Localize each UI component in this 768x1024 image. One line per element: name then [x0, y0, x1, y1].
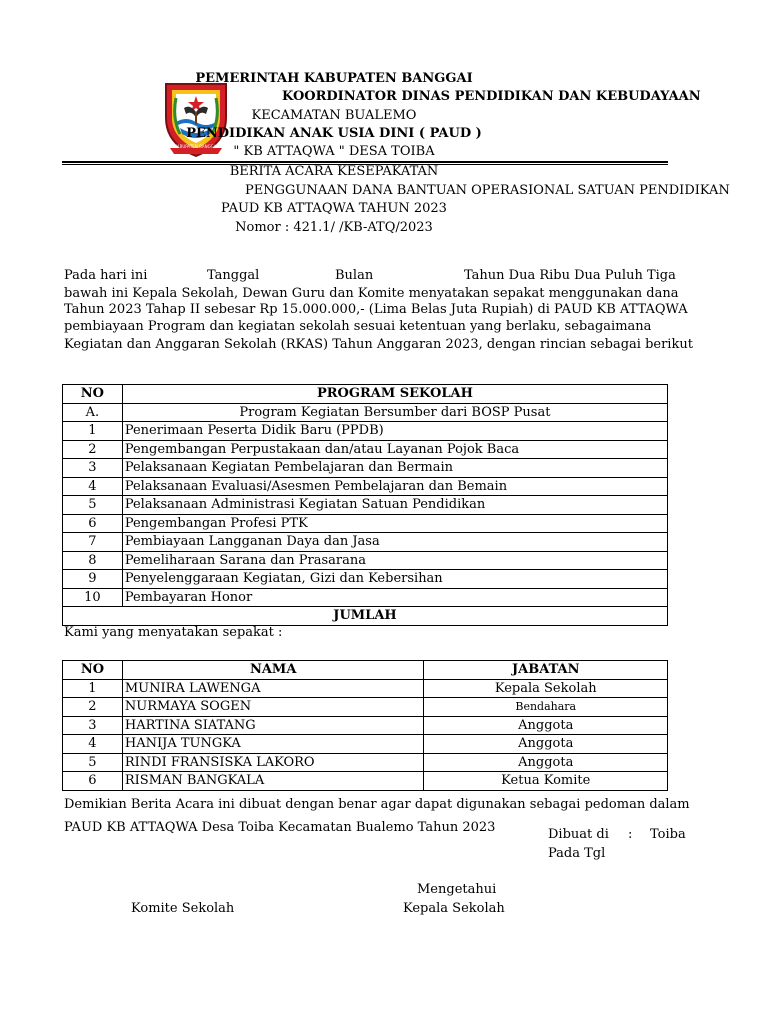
row-program: Pelaksanaan Administrasi Kegiatan Satuan Pendidikan — [122, 496, 667, 515]
section-no: A. — [63, 403, 123, 422]
title-line-2: PENGGUNAAN DANA BANTUAN OPERASIONAL SATUAN PENDIDIKAN — [245, 183, 730, 198]
table-row — [63, 679, 668, 698]
table-row — [63, 588, 668, 607]
row-program: Pembiayaan Langganan Daya dan Jasa — [122, 533, 667, 552]
intro-line-3: Tahun 2023 Tahap II sebesar Rp 15.000.000,- (Lima Belas Juta Rupiah) di PAUD KB ATTAQWA — [64, 302, 688, 317]
row-nama: HARTINA SIATANG — [122, 716, 424, 735]
tanggal-label: Pada Tgl — [548, 846, 606, 861]
intro-word-4: Tahun Dua Ribu Dua Puluh Tiga — [464, 268, 676, 283]
closing-line-2-clip — [64, 820, 496, 835]
row-program: Pelaksanaan Kegiatan Pembelajaran dan Bermain — [122, 459, 667, 478]
row-no: 7 — [63, 533, 123, 552]
header-line-3: KECAMATAN BUALEMO — [251, 108, 417, 123]
closing-line-2: PAUD KB ATTAQWA Desa Toiba Kecamatan Bualemo Tahun 2023 — [64, 820, 496, 835]
dibuat-value: Toiba — [650, 827, 686, 842]
section-label: Program Kegiatan Bersumber dari BOSP Pusat — [122, 403, 667, 422]
row-nama: HANIJA TUNGKA — [122, 735, 424, 754]
komite-sekolah-label: Komite Sekolah — [131, 901, 235, 916]
closing-line-1-clip — [64, 797, 690, 814]
row-jabatan: Anggota — [424, 716, 668, 735]
row-nama: RISMAN BANGKALA — [122, 772, 424, 791]
header-line-5: " KB ATTAQWA " DESA TOIBA — [233, 144, 435, 159]
table-row — [63, 496, 668, 515]
row-program: Pengembangan Perpustakaan dan/atau Layanan Pojok Baca — [122, 440, 667, 459]
row-no: 1 — [63, 422, 123, 441]
table-row — [63, 698, 668, 717]
row-no: 5 — [63, 753, 123, 772]
col-program-header: PROGRAM SEKOLAH — [122, 385, 667, 404]
row-no: 2 — [63, 698, 123, 717]
table-row — [63, 735, 668, 754]
logo-text: KABUPATEN BANGGAI — [174, 144, 218, 149]
table-row — [63, 533, 668, 552]
row-no: 5 — [63, 496, 123, 515]
row-nama: MUNIRA LAWENGA — [122, 679, 424, 698]
table-row — [63, 716, 668, 735]
row-no: 2 — [63, 440, 123, 459]
table-row — [63, 514, 668, 533]
row-no: 3 — [63, 716, 123, 735]
row-no: 6 — [63, 772, 123, 791]
row-no: 3 — [63, 459, 123, 478]
row-jabatan: Anggota — [424, 735, 668, 754]
row-nama: NURMAYA SOGEN — [122, 698, 424, 717]
member-table-header — [63, 661, 668, 680]
row-no: 6 — [63, 514, 123, 533]
table-row — [63, 422, 668, 441]
col-nama-header: NAMA — [122, 661, 424, 680]
row-no: 4 — [63, 735, 123, 754]
header-line-1: PEMERINTAH KABUPATEN BANGGAI — [195, 71, 473, 86]
intro-line-4: pembiayaan Program dan kegiatan sekolah sesuai ketentuan yang berlaku, sebagaimana — [64, 319, 652, 334]
row-nama: RINDI FRANSISKA LAKORO — [122, 753, 424, 772]
title-line-1: BERITA ACARA KESEPAKATAN — [229, 164, 439, 179]
header-line-2: KOORDINATOR DINAS PENDIDIKAN DAN KEBUDAYAAN — [282, 89, 701, 104]
total-row — [63, 607, 668, 626]
row-program: Penerimaan Peserta Didik Baru (PPDB) — [122, 422, 667, 441]
dibuat-separator: : — [628, 827, 633, 842]
program-section-row — [63, 403, 668, 422]
row-program: Pemeliharaan Sarana dan Prasarana — [122, 551, 667, 570]
intro-word-1: Pada hari ini — [64, 268, 148, 283]
agreement-text: Kami yang menyatakan sepakat : — [64, 625, 283, 640]
intro-line-2: bawah ini Kepala Sekolah, Dewan Guru dan Komite menyatakan sepakat menggunakan dana — [64, 286, 679, 301]
member-table — [62, 660, 668, 791]
intro-line-5: Kegiatan dan Anggaran Sekolah (RKAS) Tahun Anggaran 2023, dengan rincian sebagai berikut — [64, 337, 693, 352]
row-program: Pengembangan Profesi PTK — [122, 514, 667, 533]
row-no: 4 — [63, 477, 123, 496]
row-jabatan: Kepala Sekolah — [424, 679, 668, 698]
table-row — [63, 477, 668, 496]
table-row — [63, 459, 668, 478]
closing-line-1: Demikian Berita Acara ini dibuat dengan benar agar dapat digunakan sebagai pedoman dalam — [64, 797, 690, 812]
intro-word-3: Bulan — [335, 268, 374, 283]
intro-word-2: Tanggal — [207, 268, 260, 283]
row-jabatan: Anggota — [424, 753, 668, 772]
col-jabatan-header: JABATAN — [424, 661, 668, 680]
kepala-sekolah-label: Kepala Sekolah — [403, 901, 505, 916]
row-jabatan: Bendahara — [424, 698, 668, 717]
program-table-header — [63, 385, 668, 404]
title-line-3: PAUD KB ATTAQWA TAHUN 2023 — [221, 201, 447, 216]
row-no: 1 — [63, 679, 123, 698]
table-row — [63, 772, 668, 791]
table-row — [63, 570, 668, 589]
dibuat-label: Dibuat di — [548, 827, 609, 842]
header-line-4: PENDIDIKAN ANAK USIA DINI ( PAUD ) — [186, 126, 482, 141]
row-no: 8 — [63, 551, 123, 570]
mengetahui-label: Mengetahui — [417, 882, 497, 897]
document-number: Nomor : 421.1/ /KB-ATQ/2023 — [235, 220, 433, 235]
table-row — [63, 551, 668, 570]
table-row — [63, 440, 668, 459]
row-program: Pembayaran Honor — [122, 588, 667, 607]
row-no: 10 — [63, 588, 123, 607]
row-program: Pelaksanaan Evaluasi/Asesmen Pembelajaran dan Bemain — [122, 477, 667, 496]
table-row — [63, 753, 668, 772]
row-no: 9 — [63, 570, 123, 589]
col-no-header: NO — [63, 661, 123, 680]
header-divider — [62, 161, 668, 163]
row-program: Penyelenggaraan Kegiatan, Gizi dan Kebersihan — [122, 570, 667, 589]
program-table — [62, 384, 668, 626]
row-jabatan: Ketua Komite — [424, 772, 668, 791]
col-no-header: NO — [63, 385, 123, 404]
total-label: JUMLAH — [63, 607, 668, 626]
